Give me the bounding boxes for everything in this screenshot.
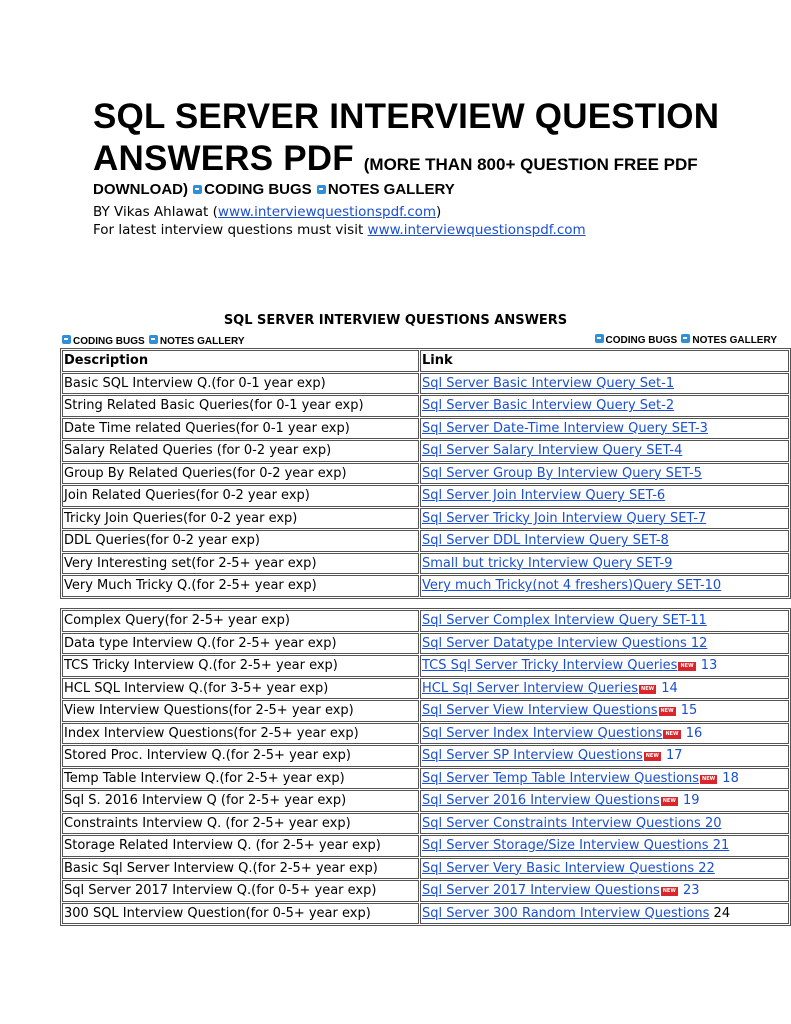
link-cell	[420, 508, 789, 530]
link-cell	[420, 530, 789, 552]
link-cell	[420, 768, 789, 790]
site-link[interactable]: www.interviewquestionspdf.com	[217, 204, 437, 220]
link-cell	[420, 745, 789, 767]
download-line	[93, 181, 455, 198]
question-set-link[interactable]: Sql Server DDL Interview Query SET-8	[422, 533, 669, 549]
coding-bugs-tag[interactable]: CODING BUGS	[594, 335, 678, 346]
questions-table-advanced	[60, 608, 791, 926]
question-set-link[interactable]: Sql Server Salary Interview Query SET-4	[422, 443, 683, 459]
set-number: 19	[678, 793, 700, 809]
table-row	[62, 700, 789, 722]
new-badge: NEW	[680, 663, 694, 670]
table-row	[62, 575, 789, 597]
link-cell	[420, 395, 789, 417]
table-row	[62, 655, 789, 677]
table-row	[62, 835, 789, 857]
telegram-icon	[62, 335, 71, 344]
question-set-link[interactable]: Sql Server Date-Time Interview Query SET-3	[422, 420, 708, 436]
description-cell: Sql S. 2016 Interview Q (for 2-5+ year exp)	[62, 790, 419, 812]
link-cell	[420, 678, 789, 700]
link-cell	[420, 655, 789, 677]
notes-gallery-tag[interactable]: NOTES GALLERY	[680, 335, 777, 346]
link-cell	[420, 610, 789, 632]
description-cell: 300 SQL Interview Question(for 0-5+ year exp)	[62, 903, 419, 925]
table-row	[62, 530, 789, 552]
new-badge: NEW	[645, 753, 659, 760]
set-number: 14	[657, 680, 678, 696]
question-set-link[interactable]: Sql Server Constraints Interview Questions 20	[422, 815, 722, 831]
table-row	[62, 678, 789, 700]
coding-bugs-tag[interactable]: CODING BUGS	[192, 181, 312, 198]
table-row	[62, 373, 789, 395]
question-set-link[interactable]: Sql Server Complex Interview Query SET-11	[422, 613, 707, 629]
telegram-icon	[681, 334, 690, 343]
description-cell: Stored Proc. Interview Q.(for 2-5+ year exp)	[62, 745, 419, 767]
description-cell: Temp Table Interview Q.(for 2-5+ year exp)	[62, 768, 419, 790]
question-set-link[interactable]: Sql Server Very Basic Interview Questions 22	[422, 860, 715, 876]
table-row	[62, 858, 789, 880]
question-set-link[interactable]: Sql Server SP Interview Questions	[422, 748, 643, 764]
description-cell: Very Much Tricky Q.(for 2-5+ year exp)	[62, 575, 419, 597]
link-cell	[420, 553, 789, 575]
col-link: Link	[420, 350, 789, 372]
table-row	[62, 633, 789, 655]
description-cell: Constraints Interview Q. (for 2-5+ year exp)	[62, 813, 419, 835]
question-set-link[interactable]: TCS Sql Server Tricky Interview Queries	[422, 658, 678, 674]
link-cell	[420, 858, 789, 880]
link-cell	[420, 835, 789, 857]
description-cell: Very Interesting set(for 2-5+ year exp)	[62, 553, 419, 575]
telegram-icon	[193, 185, 202, 194]
set-number: 16	[681, 725, 703, 741]
question-set-link[interactable]: Sql Server Datatype Interview Questions 12	[422, 635, 708, 651]
new-badge: NEW	[662, 798, 676, 805]
table-row	[62, 440, 789, 462]
page-title	[93, 96, 753, 186]
description-cell: Basic SQL Interview Q.(for 0-1 year exp)	[62, 373, 419, 395]
question-set-link[interactable]: Sql Server 2017 Interview Questions	[422, 883, 660, 899]
description-cell: Storage Related Interview Q. (for 2-5+ year exp)	[62, 835, 419, 857]
question-set-link[interactable]: Sql Server Basic Interview Query Set-2	[422, 398, 675, 414]
table-header-row	[62, 350, 789, 372]
link-cell	[420, 485, 789, 507]
byline: BY Vikas Ahlawat (www.interviewquestionspdf.com)	[93, 204, 442, 220]
description-cell: Basic Sql Server Interview Q.(for 2-5+ year exp)	[62, 858, 419, 880]
table-row	[62, 745, 789, 767]
tags-left	[61, 335, 245, 347]
question-set-link[interactable]: Sql Server Storage/Size Interview Questions 21	[422, 838, 730, 854]
new-badge: NEW	[641, 685, 655, 692]
download-label: DOWNLOAD)	[93, 181, 188, 198]
description-cell: Complex Query(for 2-5+ year exp)	[62, 610, 419, 632]
table-row	[62, 485, 789, 507]
link-cell	[420, 633, 789, 655]
link-cell	[420, 700, 789, 722]
title-main: SQL SERVER INTERVIEW QUESTION ANSWERS PDF	[93, 97, 720, 178]
description-cell: Index Interview Questions(for 2-5+ year exp)	[62, 723, 419, 745]
question-set-link[interactable]: Sql Server 300 Random Interview Questions	[422, 905, 710, 921]
table-row	[62, 768, 789, 790]
table-row	[62, 813, 789, 835]
question-set-link[interactable]: Sql Server 2016 Interview Questions	[422, 793, 660, 809]
table-row	[62, 508, 789, 530]
question-set-link[interactable]: HCL Sql Server Interview Queries	[422, 680, 639, 696]
set-number: 23	[678, 883, 700, 899]
table-row	[62, 418, 789, 440]
description-cell: DDL Queries(for 0-2 year exp)	[62, 530, 419, 552]
link-cell	[420, 723, 789, 745]
title-subtitle: (MORE THAN 800+ QUESTION FREE PDF	[363, 155, 698, 174]
description-cell: Salary Related Queries (for 0-2 year exp)	[62, 440, 419, 462]
table-row	[62, 880, 789, 902]
question-set-link[interactable]: Sql Server Tricky Join Interview Query SET-7	[422, 510, 707, 526]
set-number: 24	[709, 905, 731, 921]
description-cell: Join Related Queries(for 0-2 year exp)	[62, 485, 419, 507]
description-cell: Tricky Join Queries(for 0-2 year exp)	[62, 508, 419, 530]
description-cell: Sql Server 2017 Interview Q.(for 0-5+ year exp)	[62, 880, 419, 902]
description-cell: Group By Related Queries(for 0-2 year exp)	[62, 463, 419, 485]
question-set-link[interactable]: Sql Server Basic Interview Query Set-1	[422, 375, 675, 391]
site-link[interactable]: www.interviewquestionspdf.com	[367, 222, 586, 238]
new-badge: NEW	[660, 708, 674, 715]
new-badge: NEW	[665, 730, 679, 737]
col-description: Description	[62, 350, 419, 372]
question-set-link[interactable]: Sql Server Join Interview Query SET-6	[422, 488, 666, 504]
telegram-icon	[317, 185, 326, 194]
description-cell: View Interview Questions(for 2-5+ year exp)	[62, 700, 419, 722]
link-cell	[420, 463, 789, 485]
table-row	[62, 395, 789, 417]
description-cell: HCL SQL Interview Q.(for 3-5+ year exp)	[62, 678, 419, 700]
description-cell: Date Time related Queries(for 0-1 year exp)	[62, 418, 419, 440]
visit-line: For latest interview questions must visit www.interviewquestionspdf.com	[93, 222, 586, 238]
set-number: 15	[676, 703, 698, 719]
set-number: 18	[718, 770, 739, 786]
notes-gallery-tag[interactable]: NOTES GALLERY	[316, 181, 455, 198]
table-row	[62, 903, 789, 925]
table-row	[62, 610, 789, 632]
link-cell	[420, 575, 789, 597]
question-set-link[interactable]: Small but tricky Interview Query SET-9	[422, 555, 673, 571]
description-cell: String Related Basic Queries(for 0-1 year exp)	[62, 395, 419, 417]
section-title: SQL SERVER INTERVIEW QUESTIONS ANSWERS	[223, 313, 568, 328]
telegram-icon	[149, 335, 158, 344]
table-row	[62, 553, 789, 575]
link-cell	[420, 440, 789, 462]
telegram-icon	[595, 334, 604, 343]
link-cell	[420, 790, 789, 812]
table-row	[62, 723, 789, 745]
question-set-link[interactable]: Very much Tricky(not 4 freshers)Query SET-10	[422, 578, 722, 594]
set-number: 13	[696, 658, 718, 674]
question-set-link[interactable]: Sql Server Index Interview Questions	[422, 725, 663, 741]
notes-gallery-tag[interactable]: NOTES GALLERY	[148, 336, 245, 347]
description-cell: TCS Tricky Interview Q.(for 2-5+ year exp)	[62, 655, 419, 677]
table-row	[62, 790, 789, 812]
new-badge: NEW	[662, 888, 676, 895]
link-cell	[420, 903, 789, 925]
new-badge: NEW	[702, 775, 716, 782]
link-cell	[420, 373, 789, 395]
tags-right	[594, 334, 778, 346]
description-cell: Data type Interview Q.(for 2-5+ year exp)	[62, 633, 419, 655]
question-set-link[interactable]: Sql Server Group By Interview Query SET-5	[422, 465, 702, 481]
table-row	[62, 463, 789, 485]
questions-table-basic	[60, 348, 791, 599]
link-cell	[420, 813, 789, 835]
question-set-link[interactable]: Sql Server Temp Table Interview Questions	[422, 770, 700, 786]
link-cell	[420, 880, 789, 902]
question-set-link[interactable]: Sql Server View Interview Questions	[422, 703, 658, 719]
set-number: 17	[661, 748, 683, 764]
coding-bugs-tag[interactable]: CODING BUGS	[61, 336, 145, 347]
link-cell	[420, 418, 789, 440]
